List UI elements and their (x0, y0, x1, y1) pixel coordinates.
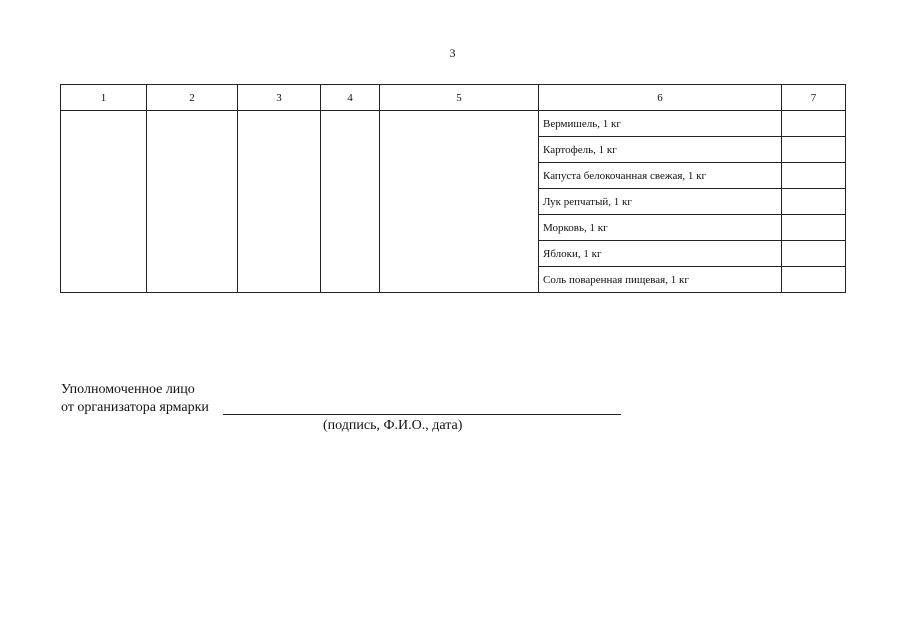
column-header: 7 (782, 85, 846, 111)
fair-table (60, 84, 846, 293)
table-cell-col4 (321, 111, 380, 293)
signatory-title: Уполномоченное лицо (61, 382, 195, 397)
signature-line (223, 414, 621, 415)
product-item: Картофель, 1 кг (539, 137, 782, 163)
table-cell-col7 (782, 163, 846, 189)
product-item: Вермишель, 1 кг (539, 111, 782, 137)
table-header-row (61, 85, 846, 111)
page-number: 3 (449, 46, 456, 60)
table-cell-col7 (782, 111, 846, 137)
table-cell-col1 (61, 111, 147, 293)
column-header: 3 (238, 85, 321, 111)
table-cell-col7 (782, 215, 846, 241)
table-cell-col7 (782, 267, 846, 293)
signatory-organizer-label: от организатора ярмарки (61, 400, 209, 415)
column-header: 4 (321, 85, 380, 111)
table-cell-col5 (380, 111, 539, 293)
signature-caption: (подпись, Ф.И.О., дата) (323, 418, 463, 433)
column-header: 1 (61, 85, 147, 111)
table-row (61, 111, 846, 137)
product-item: Морковь, 1 кг (539, 215, 782, 241)
column-header: 6 (539, 85, 782, 111)
column-header: 2 (147, 85, 238, 111)
table-cell-col7 (782, 241, 846, 267)
product-item: Яблоки, 1 кг (539, 241, 782, 267)
table-cell-col7 (782, 189, 846, 215)
table-cell-col7 (782, 137, 846, 163)
table-cell-col2 (147, 111, 238, 293)
column-header: 5 (380, 85, 539, 111)
product-item: Капуста белокочанная свежая, 1 кг (539, 163, 782, 189)
product-item: Соль поваренная пищевая, 1 кг (539, 267, 782, 293)
product-item: Лук репчатый, 1 кг (539, 189, 782, 215)
table-cell-col3 (238, 111, 321, 293)
